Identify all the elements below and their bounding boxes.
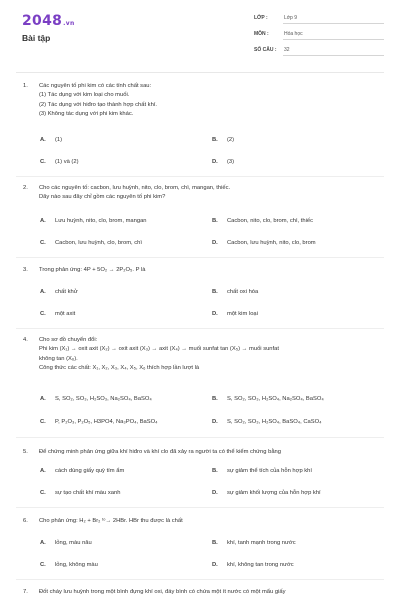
option-c[interactable] [40, 159, 200, 171]
meta-row-class [254, 12, 384, 24]
option-letter: D. [212, 311, 218, 317]
question-divider [16, 176, 384, 177]
stem-line: Dãy nào sau đây chỉ gồm các nguyên tố phi kim? [39, 194, 166, 201]
option-letter: A. [40, 468, 46, 474]
option-b[interactable] [212, 396, 372, 408]
stem-line: Công thức các chất: X₁, X₂, X₃, X₄, X₅, X₆ thích hợp lần lượt là [39, 365, 200, 372]
option-text: S, SO₂, SO₃, H₂SO₄, BaSO₄, CaSO₄ [227, 419, 322, 425]
option-letter: A. [40, 540, 46, 546]
option-letter: D. [212, 240, 218, 246]
option-text: lỏng, không màu [55, 562, 98, 568]
option-letter: C. [40, 562, 46, 568]
option-text: (1) [55, 137, 63, 143]
question-number: 7. [23, 589, 28, 595]
meta-key: SỐ CÂU : [254, 47, 277, 53]
option-text: sự giảm thể tích của hỗn hợp khí [227, 468, 313, 474]
question-stem [39, 448, 385, 457]
meta-key: LỚP : [254, 15, 268, 21]
option-letter: D. [212, 419, 218, 425]
option-a[interactable] [40, 540, 200, 552]
option-d[interactable] [212, 562, 372, 574]
option-text: sự giảm khối lượng của hỗn hợp khí [227, 490, 321, 496]
meta-underline [283, 39, 384, 40]
page-header [0, 0, 400, 66]
page-title: Bài tập [22, 33, 51, 43]
question-number: 2. [23, 185, 28, 191]
option-d[interactable] [212, 240, 372, 252]
stem-line: Trong phản ứng: 4P + 5O₂ → 2P₂O₅. P là [39, 267, 146, 273]
stem-line: Cho phản ứng: H₂ + Br₂ ᵗᵒ→ 2HBr. HBr thu được là chất [39, 518, 183, 524]
option-text: sự tạo chất khí màu xanh [55, 490, 121, 496]
option-b[interactable] [212, 137, 372, 149]
question-stem [39, 588, 385, 597]
stem-line: Cho các nguyên tố: cacbon, lưu huỳnh, nito, clo, brom, chì, mangan, thiếc. [39, 185, 231, 191]
question-stem [39, 266, 385, 275]
question-number: 1. [23, 83, 28, 89]
option-b[interactable] [212, 468, 372, 480]
question-number: 6. [23, 518, 28, 524]
option-text: (2) [227, 137, 235, 143]
option-letter: A. [40, 137, 46, 143]
meta-value: 32 [284, 47, 290, 53]
option-b[interactable] [212, 289, 372, 301]
stem-line: (3) Không tác dụng với phi kim khác. [39, 111, 134, 118]
option-letter: D. [212, 562, 218, 568]
option-text: một axit [55, 311, 76, 317]
stem-line: (1) Tác dụng với kim loại cho muối. [39, 92, 130, 99]
option-a[interactable] [40, 218, 200, 230]
stem-line: Phi kim (X₁) → oxit axit (X₂) → oxit axit (X₃) → axit (X₄) → muối sunfat tan (X₅) → muối sunfat [39, 346, 279, 353]
option-c[interactable] [40, 490, 200, 502]
option-text: Cacbon, lưu huỳnh, nito, clo, brom [227, 240, 316, 246]
option-letter: B. [212, 468, 218, 474]
question-divider [16, 257, 384, 258]
question-stem [39, 82, 385, 120]
option-letter: A. [40, 396, 46, 402]
option-c[interactable] [40, 419, 200, 431]
meta-key: MÔN : [254, 31, 269, 37]
logo-suffix: .vn [63, 20, 75, 27]
option-text: chất khử [55, 289, 78, 295]
option-text: P, P₂O₃, P₂O₅, H3PO4, Na₃PO₄, BaSO₄ [55, 419, 158, 425]
option-letter: C. [40, 419, 46, 425]
question-number: 3. [23, 267, 28, 273]
site-logo[interactable] [22, 13, 75, 29]
meta-row-count [254, 44, 384, 56]
option-letter: C. [40, 311, 46, 317]
option-text: (1) và (2) [55, 159, 79, 165]
option-text: Cacbon, nito, clo, brom, chì, thiếc [227, 218, 314, 224]
option-d[interactable] [212, 159, 372, 171]
header-divider [16, 72, 384, 73]
option-text: khí, không tan trong nước [227, 562, 294, 568]
option-a[interactable] [40, 468, 200, 480]
meta-value: Lớp 9 [284, 15, 298, 21]
question-stem [39, 184, 385, 203]
meta-underline [283, 55, 384, 56]
question-divider [16, 579, 384, 580]
option-letter: A. [40, 289, 46, 295]
option-c[interactable] [40, 562, 200, 574]
option-letter: D. [212, 490, 218, 496]
option-c[interactable] [40, 311, 200, 323]
option-text: S, SO₂, SO₃, H₂SO₄, Na₂SO₄, BaSO₄ [227, 396, 324, 402]
option-text: một kim loại [227, 311, 258, 317]
question-stem [39, 336, 385, 374]
option-letter: C. [40, 240, 46, 246]
option-text: cách dùng giấy quỳ tím ẩm [55, 468, 125, 474]
question-divider [16, 507, 384, 508]
option-b[interactable] [212, 218, 372, 230]
option-a[interactable] [40, 396, 200, 408]
option-d[interactable] [212, 490, 372, 502]
option-letter: A. [40, 218, 46, 224]
question-number: 4. [23, 337, 28, 343]
option-letter: B. [212, 396, 218, 402]
option-d[interactable] [212, 311, 372, 323]
option-text: Lưu huỳnh, nito, clo, brom, mangan [55, 218, 147, 224]
meta-row-subject [254, 28, 384, 40]
meta-value: Hóa học [284, 31, 303, 37]
option-letter: B. [212, 540, 218, 546]
stem-line: không tan (X₆). [39, 355, 78, 362]
option-text: (3) [227, 159, 235, 165]
meta-underline [283, 23, 384, 24]
option-letter: C. [40, 490, 46, 496]
stem-line: (2) Tác dụng với hiđro tạo thành hợp chất khí. [39, 101, 158, 108]
option-letter: B. [212, 218, 218, 224]
stem-line: Để chứng minh phản ứng giữa khí hiđro và khí clo đã xảy ra người ta có thể kiểm chứng bằng [39, 449, 282, 455]
logo-main: 2048 [22, 13, 63, 29]
question-divider [16, 328, 384, 329]
option-a[interactable] [40, 289, 200, 301]
option-letter: B. [212, 137, 218, 143]
option-c[interactable] [40, 240, 200, 252]
option-text: chất oxi hóa [227, 289, 259, 295]
option-letter: D. [212, 159, 218, 165]
option-d[interactable] [212, 419, 372, 431]
option-text: Cacbon, lưu huỳnh, clo, brom, chì [55, 240, 143, 246]
question-stem [39, 517, 385, 526]
question-divider [16, 437, 384, 438]
question-number: 5. [23, 449, 28, 455]
option-b[interactable] [212, 540, 372, 552]
option-a[interactable] [40, 137, 200, 149]
option-text: khí, tanh mạnh trong nước [227, 540, 296, 546]
option-letter: B. [212, 289, 218, 295]
option-text: lỏng, màu nâu [55, 540, 92, 546]
stem-line: Các nguyên tố phi kim có các tính chất sau: [39, 83, 152, 89]
option-text: S, SO₂, SO₃, H₂SO₃, Na₂SO₄, BaSO₄ [55, 396, 152, 402]
stem-line: Cho sơ đồ chuyển đổi: [39, 337, 98, 343]
stem-line: Đốt cháy lưu huỳnh trong một bình đựng khí oxi, đáy bình có chứa một ít nước có một mẩu giấy [39, 589, 286, 595]
option-letter: C. [40, 159, 46, 165]
